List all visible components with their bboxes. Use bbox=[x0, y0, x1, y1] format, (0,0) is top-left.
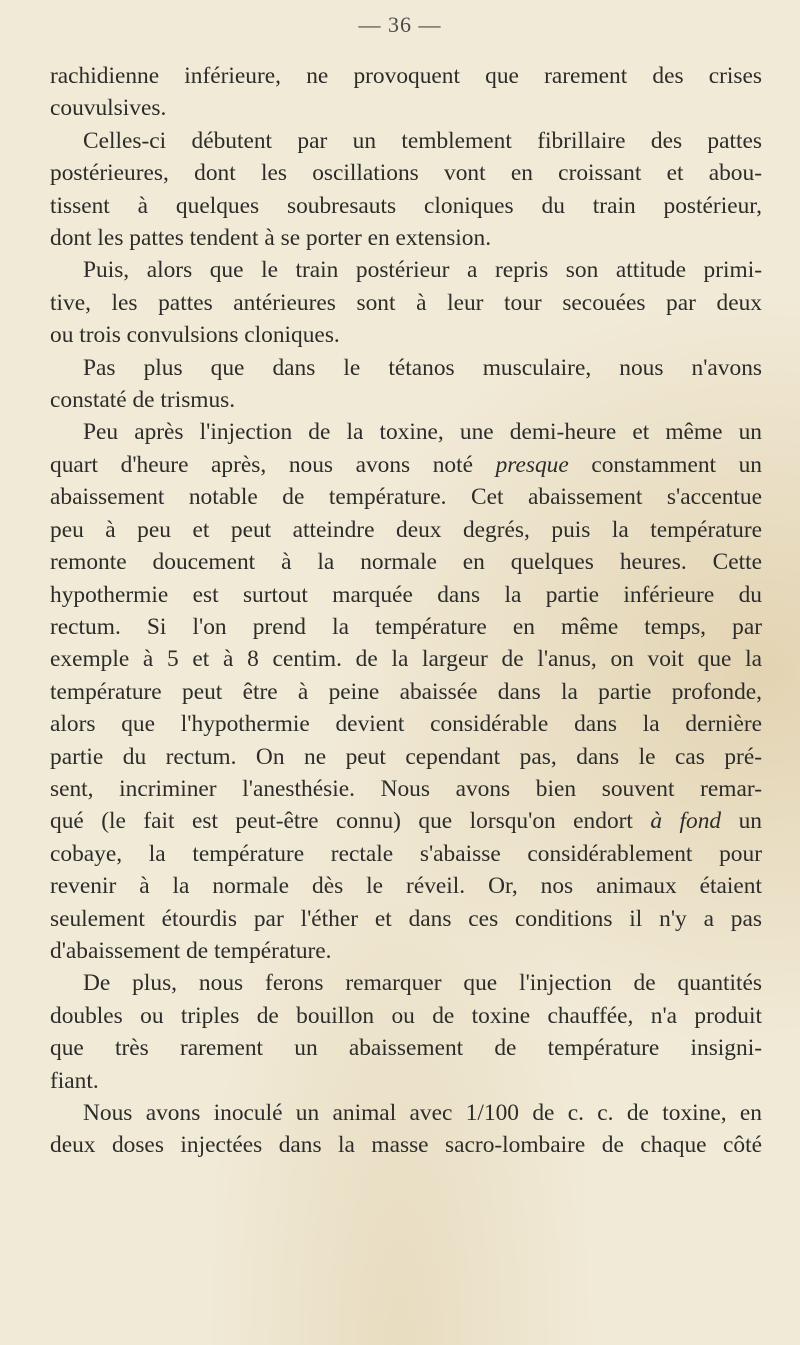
text-line-content: ou trois convulsions cloniques. bbox=[50, 322, 340, 349]
text-line bbox=[50, 546, 762, 578]
text-line bbox=[50, 1097, 762, 1129]
text-line-content: Celles-ci débutent par un temblement fibrillaire des pattes bbox=[83, 127, 762, 154]
text-line-content: température peut être à peine abaissée dans la partie profonde, bbox=[50, 678, 762, 705]
text-line-continuation: constamment un bbox=[568, 451, 762, 478]
text-line-content: De plus, nous ferons remarquer que l'injection de quantités bbox=[83, 970, 762, 997]
text-line bbox=[50, 157, 762, 189]
body-text bbox=[50, 60, 762, 1162]
text-line-content: d'abaissement de température. bbox=[50, 937, 332, 964]
text-line-content: remonte doucement à la normale en quelques heures. Cette bbox=[50, 549, 762, 576]
text-line-content: Pas plus que dans le tétanos musculaire, nous n'avons bbox=[83, 354, 762, 381]
text-line bbox=[50, 1000, 762, 1032]
text-line-content: dont les pattes tendent à se porter en extension. bbox=[50, 225, 492, 252]
italic-emphasis: presque bbox=[495, 451, 569, 478]
page-number: — 36 — bbox=[358, 12, 442, 37]
text-line bbox=[50, 903, 762, 935]
text-line-content: hypothermie est surtout marquée dans la partie inférieure du bbox=[50, 581, 762, 608]
text-line-content: quart d'heure après, nous avons noté bbox=[50, 451, 496, 478]
text-line-content: couvulsives. bbox=[50, 95, 167, 122]
text-line-content: deux doses injectées dans la masse sacro-lombaire de chaque côté bbox=[50, 1132, 762, 1159]
text-line bbox=[50, 643, 762, 675]
text-line bbox=[50, 416, 762, 448]
text-line bbox=[50, 1032, 762, 1064]
text-line-content: Peu après l'injection de la toxine, une demi-heure et même un bbox=[83, 419, 762, 446]
text-line bbox=[50, 1129, 762, 1161]
text-line bbox=[50, 384, 762, 416]
text-line bbox=[50, 805, 762, 837]
text-line bbox=[50, 222, 762, 254]
text-line-content: tissent à quelques soubresauts cloniques du train postérieur, bbox=[50, 192, 762, 219]
text-line-content: qué (le fait est peut-être connu) que lorsqu'on endort bbox=[50, 808, 651, 835]
text-line bbox=[50, 449, 762, 481]
text-line bbox=[50, 838, 762, 870]
text-line bbox=[50, 254, 762, 286]
text-line-content: doubles ou triples de bouillon ou de toxine chauffée, n'a produit bbox=[50, 1002, 762, 1029]
text-line-content: que très rarement un abaissement de température insigni- bbox=[50, 1035, 762, 1062]
text-line-content: fiant. bbox=[50, 1067, 99, 1094]
text-line-content: exemple à 5 et à 8 centim. de la largeur de l'anus, on voit que la bbox=[50, 646, 762, 673]
text-line-content: cobaye, la température rectale s'abaisse considérablement pour bbox=[50, 840, 762, 867]
text-line-content: partie du rectum. On ne peut cependant pas, dans le cas pré- bbox=[50, 743, 762, 770]
text-line bbox=[50, 481, 762, 513]
text-line bbox=[50, 514, 762, 546]
italic-emphasis: à fond bbox=[650, 808, 722, 835]
text-line bbox=[50, 125, 762, 157]
text-line-content: Nous avons inoculé un animal avec 1/100 de c. c. de toxine, en bbox=[83, 1100, 762, 1126]
text-line bbox=[50, 352, 762, 384]
text-line bbox=[50, 579, 762, 611]
text-line bbox=[50, 611, 762, 643]
text-line-content: constaté de trismus. bbox=[50, 387, 236, 414]
text-line-content: revenir à la normale dès le réveil. Or, nos animaux étaient bbox=[50, 873, 762, 900]
text-line bbox=[50, 319, 762, 351]
text-line bbox=[50, 287, 762, 319]
text-line bbox=[50, 190, 762, 222]
text-line-content: Puis, alors que le train postérieur a repris son attitude primi- bbox=[83, 257, 762, 284]
text-line bbox=[50, 1065, 762, 1097]
text-line bbox=[50, 870, 762, 902]
text-line bbox=[50, 741, 762, 773]
text-line-content: postérieures, dont les oscillations vont en croissant et abou- bbox=[50, 160, 762, 187]
text-line-content: alors que l'hypothermie devient considérable dans la dernière bbox=[50, 711, 762, 738]
text-line-content: seulement étourdis par l'éther et dans ces conditions il n'y a pas bbox=[50, 905, 762, 932]
text-line bbox=[50, 60, 762, 92]
text-line-content: abaissement notable de température. Cet abaissement s'accentue bbox=[50, 484, 762, 511]
text-line-content: rachidienne inférieure, ne provoquent que rarement des crises bbox=[50, 63, 762, 89]
text-line bbox=[50, 92, 762, 124]
text-line bbox=[50, 708, 762, 740]
text-line bbox=[50, 773, 762, 805]
text-line bbox=[50, 676, 762, 708]
text-line-content: peu à peu et peut atteindre deux degrés, puis la température bbox=[50, 516, 762, 543]
text-line bbox=[50, 967, 762, 999]
text-line-content: rectum. Si l'on prend la température en même temps, par bbox=[50, 613, 762, 640]
text-line-continuation: un bbox=[721, 808, 762, 835]
text-line-content: tive, les pattes antérieures sont à leur tour secouées par deux bbox=[50, 289, 762, 316]
text-line bbox=[50, 935, 762, 967]
text-line-content: sent, incriminer l'anesthésie. Nous avons bien souvent remar- bbox=[50, 775, 762, 802]
